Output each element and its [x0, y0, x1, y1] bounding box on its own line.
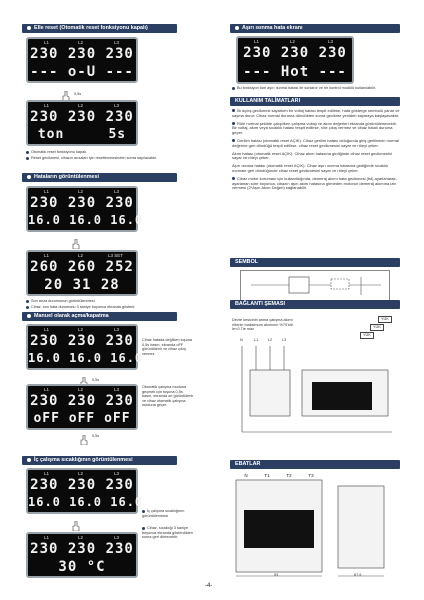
time-label: 0,5s	[74, 92, 82, 96]
display-panel: L1 L2 L3 230 230 230 --- o-U ---	[26, 37, 138, 83]
terminal-label: N	[244, 473, 248, 478]
section-header-wiring: BAĞLANTI ŞEMASI	[230, 300, 400, 309]
note-error-duration: Cihaz, son hata durumunu 3 saniye boyunca ekranda gösterir.	[26, 305, 186, 310]
section-header-internal-temp: İç çalışma sıcaklığının görüntülenmesi	[22, 456, 177, 465]
hand-pointer-icon	[62, 88, 70, 98]
note-auto-reset: Otomatik reset fonksiyonu kapalı.	[26, 150, 156, 155]
hand-pointer-icon	[72, 518, 80, 528]
display-panel: L1 L2 L3 230 230 230 oFF oFF oFF	[26, 384, 138, 430]
instruction-item: Cihaz motor koruması için kullanıldığında, demeraj akımı hata gecikmesi (tst) ayarlanarak, ayarlanan süre boyunca, cihazın aşırı akım hatasına girmeden motorun demeraj akımına izin vermesi (2*Aşırı Akım Değeri) sağlanabilir.	[232, 175, 397, 191]
terminal-label: T1	[264, 473, 270, 478]
dim-labels-top	[236, 473, 322, 478]
note-auto-mode: Otomatik çalışma moduna geçmek için tuşuna 0,5s basın, ekranda on görüntülenir ve cihaz otomatik çalışma moduna geçer.	[142, 385, 194, 408]
terminal-label: N	[240, 338, 243, 342]
terminal-label: T3	[308, 473, 314, 478]
wiring-diagram	[232, 312, 402, 442]
circuit-symbol-icon	[241, 271, 391, 303]
instruction-item: İlk açılış gecikmesi sayarken bir voltaj hatası tespit edilirse, hata gösterge sembolü yanar ve sayma durur. Cihaz normal duruma döndükten sonra gecikme yeniden saymaya başlayacaktır.	[232, 108, 400, 118]
terminal-label: L1	[254, 338, 259, 342]
load-label: YÜK	[370, 324, 384, 331]
instruction-item: Röle normal şekilde çalışırken çalışma voltajı ve akım değerleri ekranda görüntülenecektir. Bir voltaj, akım veya sıcaklık hatası tespit edilirse, röle çıkış vermez ve cihaz hatalı duruma geçer.	[232, 120, 397, 136]
note-overheat: Bu fonksiyon tüm aşırı ısınma hatası ile sonlanır ve bir kontrol modülü kullanılabilir.	[232, 86, 407, 91]
display-panel: L1 L2 L3 230 230 230 30 °C	[26, 532, 138, 578]
instructions-text	[232, 109, 402, 194]
section-header-error-view: Hataların görüntülenmesi	[22, 173, 177, 182]
load-label: YÜK	[378, 316, 392, 323]
time-label: 0,5s	[92, 434, 100, 438]
terminal-label: T2	[286, 473, 292, 478]
display-panel: L1 L2 L3 230 230 230 ton 5s	[26, 100, 138, 146]
hand-pointer-icon	[80, 374, 88, 384]
display-panel: L1 L2 L3 230 230 230 16.0 16.0 16.0	[26, 324, 138, 370]
device-outline-icon	[234, 472, 394, 580]
note-manual-off: Cihaz hatada değilken tuşuna 0,5s basın, ekranda oFF görüntülenir ve cihaz çıkış vermez.	[142, 338, 193, 356]
terminal-label: L3	[282, 338, 287, 342]
section-header-overheat: Aşırı ısınma hata ekranı	[230, 24, 400, 33]
terminal-label: L2	[268, 338, 273, 342]
instruction-item: Aşırı ısınma hatası (otomatik reset AÇIK): Cihaz aşırı ısınma hatasına girdiğinde sıcaklık normale geri döndüğünde cihaz reset gecikmesini sayar ve röleyi çeker.	[232, 163, 389, 173]
dim-width-label: 93	[274, 573, 279, 577]
symbol-diagram	[240, 270, 390, 302]
section-header-symbol: SEMBOL	[230, 258, 400, 267]
hand-pointer-icon	[80, 432, 88, 442]
dim-depth-label: 67.5	[354, 573, 362, 577]
instruction-item: Akım hatası (otomatik reset AÇIK): Cihaz akım hatasına girdiğinde cihaz reset gecikmesini sayar ve röleyi çeker.	[232, 150, 392, 161]
note-temp-duration: Cihaz, sıcaklığı 3 saniye boyunca ekranda gösterdikten sonra geri dönecektir.	[142, 526, 193, 540]
display-panel: L1 L2 L3 SET 260 260 252 20 31 28	[26, 250, 138, 296]
time-label: 0,5s	[92, 378, 100, 382]
note-internal-temp: İç çalışma sıcaklığının görüntülenmesi	[142, 509, 185, 518]
display-panel: L1 L2 L3 230 230 230 --- Hot ---	[236, 36, 354, 84]
page-number: -4-	[205, 583, 213, 589]
display-panel: L1 L2 L3 230 230 230 16.0 16.0 16.0	[26, 468, 138, 514]
load-label: YÜK	[360, 332, 374, 339]
note-reset-delay: Reset gecikmesi, cihazın arızaları için resetlenmesinden sonra sayılacaktır.	[26, 156, 161, 161]
wiring-lines-icon	[232, 312, 402, 442]
note-last-error: Son arıza durumunun görüntülenmesi	[26, 299, 176, 304]
section-header-manual-onoff: Manuel olarak açma/kapatma	[22, 312, 177, 321]
dimension-drawing	[234, 472, 394, 580]
wiring-note: Devre kesicinin anma çalışma akımı rölenin maksimum akımının %70'idir. Ie<0.7Ie max	[232, 318, 294, 332]
section-header-instructions: KULLANIM TALİMATLARI	[230, 97, 400, 106]
section-header-dimensions: EBATLAR	[230, 460, 400, 469]
instruction-item: Gerilim hatası (otomatik reset AÇIK): Cihaz gerilim hatası olduğunda giriş geriliminin normal değerine geri döndüğü tespit edilirse, cihaz reset gecikmesini sayar ve röleyi çeker.	[232, 137, 399, 148]
display-panel: L1 L2 L3 230 230 230 16.0 16.0 16.0	[26, 186, 138, 232]
hand-pointer-icon	[72, 236, 80, 246]
section-header-auto-reset: Elle reset (Otomatik reset fonksiyonu kapalı)	[22, 24, 177, 33]
